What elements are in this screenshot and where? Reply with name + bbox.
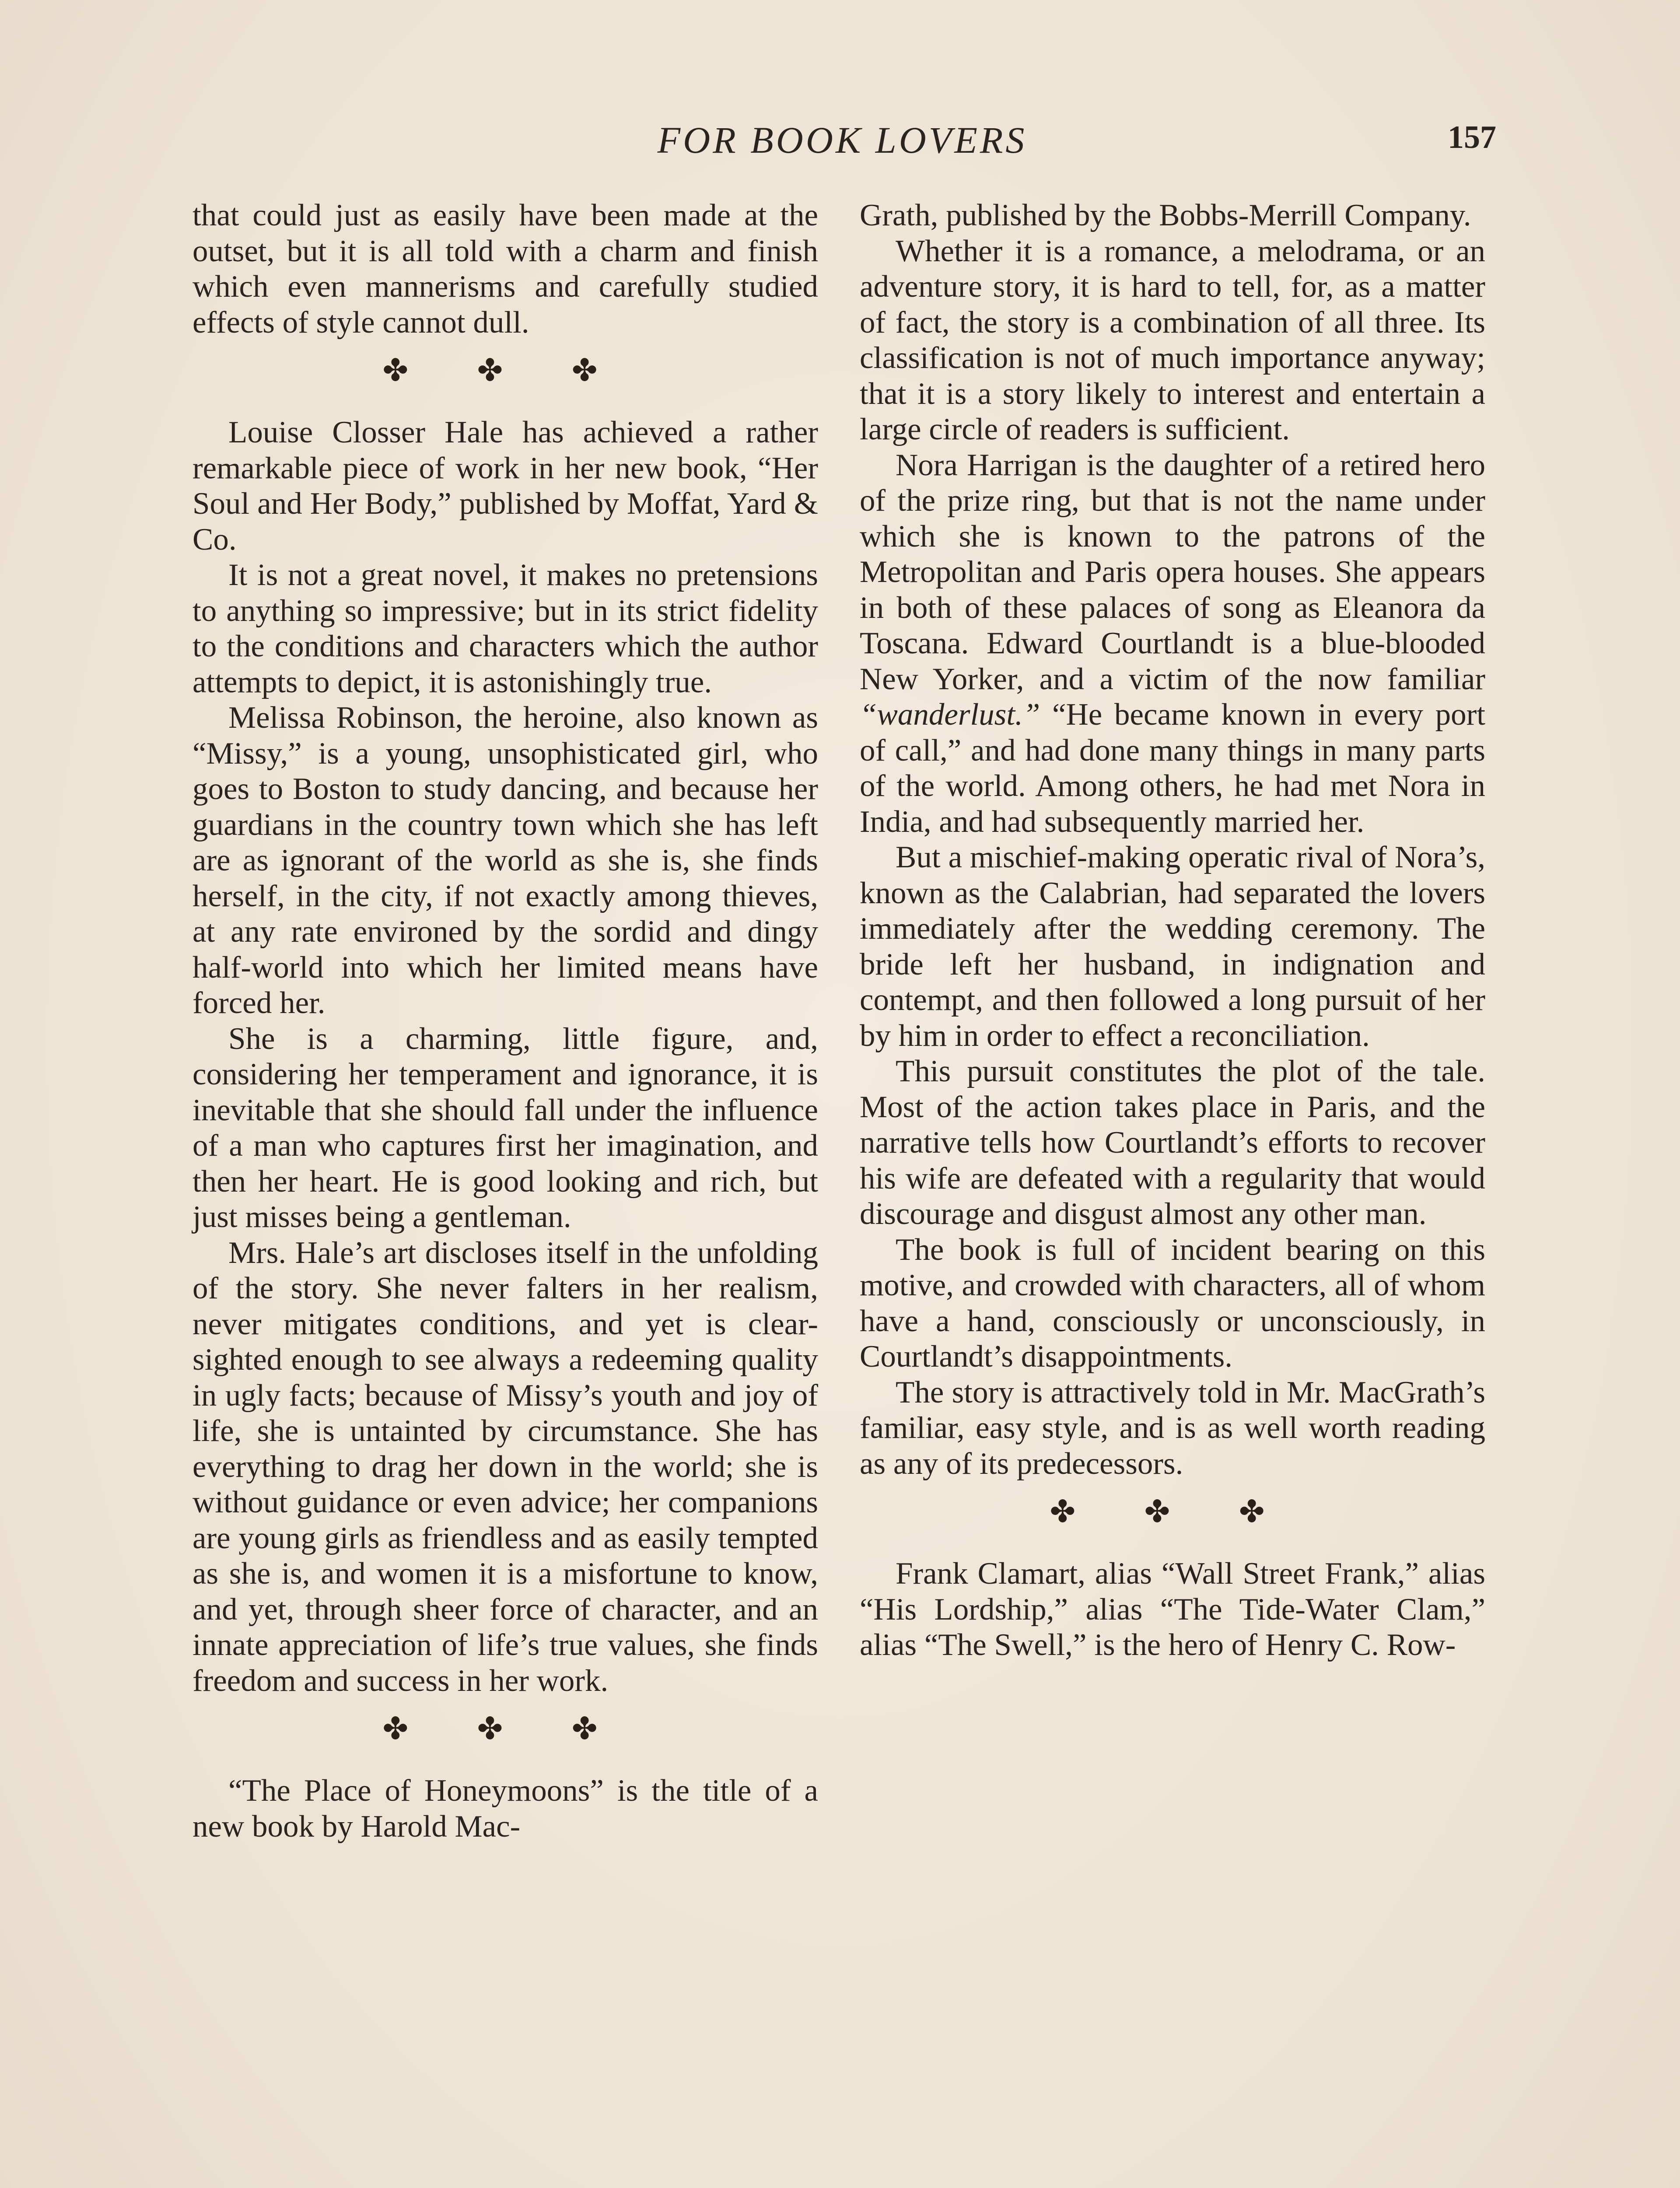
- page-number: 157: [1448, 119, 1496, 155]
- section-separator-ornament: ✤ ✤ ✤: [382, 354, 628, 388]
- left-column: [192, 198, 818, 1844]
- section-separator-ornament: ✤ ✤ ✤: [1050, 1495, 1295, 1529]
- paragraph: She is a charming, little figure, and, considering her temperament and ignorance, it is inevitable that she should fall under the influence of a man who captures first her imagination, and then her heart. He is good looking and rich, but just misses being a gentleman.: [192, 1021, 818, 1234]
- running-title: FOR BOOK LOVERS: [657, 119, 1027, 161]
- paragraph: This pursuit constitutes the plot of the tale. Most of the action takes place in Paris, and the narrative tells how Courtlandt’s efforts to recover his wife are defeated with a regularity that would discourage and disgust almost any other man.: [860, 1054, 1485, 1231]
- paragraph: [860, 448, 1485, 840]
- paragraph: Mrs. Hale’s art discloses itself in the unfolding of the story. She never falters in her realism, never mitigates conditions, and yet is clear-sighted enough to see always a redeeming quality in ugly facts; because of Missy’s youth and joy of life, she is untainted by circumstance. She has everything to drag her down in the world; she is without guidance or even advice; her companions are young girls as friendless and as easily tempted as she is, and women it is a misfortune to know, and yet, through sheer force of character, and an innate appreciation of life’s true values, she finds freedom and success in her work.: [192, 1235, 818, 1698]
- italic-term: “wanderlust.”: [860, 698, 1040, 732]
- paragraph: Grath, published by the Bobbs-Merrill Company.: [860, 198, 1471, 232]
- right-column: [860, 198, 1485, 1663]
- text-run: “He became known in every port of call,” and had done many things in many parts of the world. Among others, he had met Nora in India, and had subsequently married her.: [860, 698, 1485, 839]
- section-separator-ornament: ✤ ✤ ✤: [382, 1712, 628, 1746]
- paragraph: But a mischief-making operatic rival of Nora’s, known as the Calabrian, had separated the lovers immediately after the wedding ceremony. The bride left her husband, in indignation and contempt, and then followed a long pursuit of her by him in order to effect a reconciliation.: [860, 840, 1485, 1053]
- paragraph: that could just as easily have been made at the outset, but it is all told with a charm and finish which even mannerisms and carefully studied effects of style cannot dull.: [192, 198, 818, 340]
- paragraph: The book is full of incident bearing on this motive, and crowded with characters, all of whom have a hand, consciously or unconsciously, in Courtlandt’s disappointments.: [860, 1232, 1485, 1374]
- paragraph: Melissa Robinson, the heroine, also known as “Missy,” is a young, unsophisticated girl, who goes to Boston to study dancing, and because her guardians in the country town which she has left are as ignorant of the world as she is, she finds herself, in the city, if not exactly among thieves, at any rate environed by the sordid and dingy half-world into which her limited means have forced her.: [192, 701, 818, 1020]
- text-run: Nora Harrigan is the daughter of a retired hero of the prize ring, but that is not the name under which she is known to the patrons of the Metropolitan and Paris opera houses. She appears in both of these palaces of song as Eleanora da Toscana. Edward Courtlandt is a blue-blooded New Yorker, and a victim of the now familiar: [860, 448, 1485, 696]
- paragraph: Whether it is a romance, a melodrama, or an adventure story, it is hard to tell, for, as a matter of fact, the story is a combination of all three. Its classification is not of much importance anyway; that it is a story likely to interest and entertain a large circle of readers is sufficient.: [860, 234, 1485, 446]
- paragraph: “The Place of Honeymoons” is the title of a new book by Harold Mac-: [192, 1774, 818, 1844]
- paragraph: The story is attractively told in Mr. MacGrath’s familiar, easy style, and is as well worth reading as any of its predecessors.: [860, 1375, 1485, 1481]
- paragraph: Louise Closser Hale has achieved a rather remarkable piece of work in her new book, “Her Soul and Her Body,” published by Moffat, Yard & Co.: [192, 415, 818, 557]
- paragraph: Frank Clamart, alias “Wall Street Frank,” alias “His Lordship,” alias “The Tide-Water Clam,” alias “The Swell,” is the hero of Henry C. Row-: [860, 1557, 1485, 1662]
- paragraph: It is not a great novel, it makes no pretensions to anything so impressive; but in its strict fidelity to the conditions and characters which the author attempts to depict, it is astonishingly true.: [192, 558, 818, 699]
- running-header: [192, 118, 1496, 166]
